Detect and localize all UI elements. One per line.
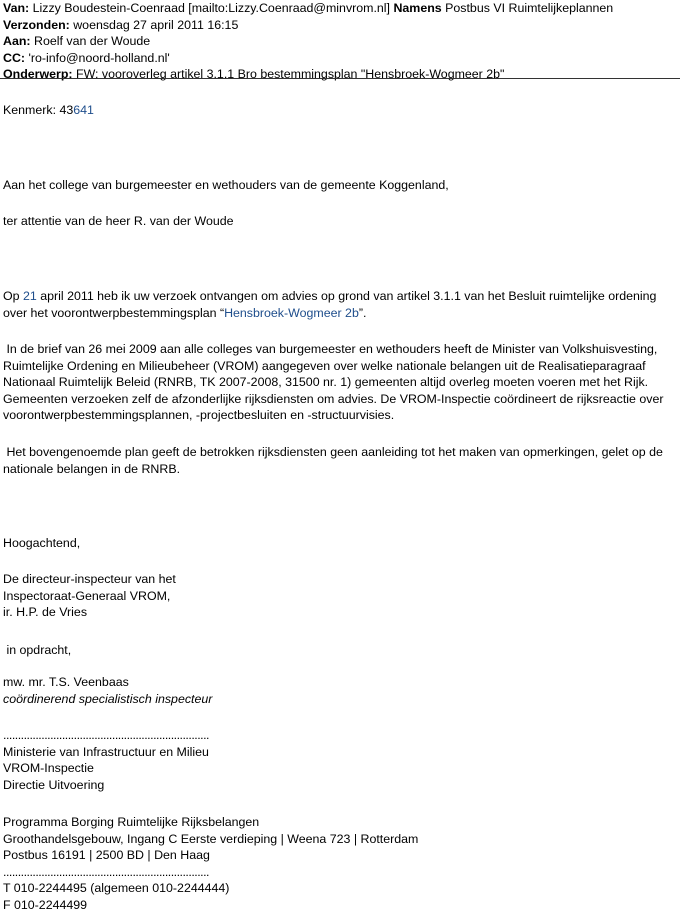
paragraph-line: Het bovengenoemde plan geeft de betrokken rijksdiensten geen aanleiding tot het maken van opmerkingen, gelet op de [3,444,675,461]
header-to [3,33,678,50]
reference-line [3,102,675,119]
plan-name: Hensbroek-Wogmeer 2b [224,306,359,320]
address-line: Groothandelsgebouw, Ingang C Eerste verdieping | Weena 723 | Rotterdam [3,831,675,848]
paragraph-line: voorontwerpbestemmingsplannen, -projectbesluiten en -structuurvisies. [3,407,675,424]
signature-block [3,571,675,621]
phone-line: T 010-2244495 (algemeen 010-2244444) [3,880,675,897]
header-from [3,0,678,17]
cc-label: CC: [3,51,25,65]
header-cc [3,50,678,67]
on-behalf-value: Postbus VI Ruimtelijkeplannen [445,1,613,15]
header-sent [3,17,678,34]
subject-value: FW: vooroverleg artikel 3.1.1 Bro bestemmingsplan "Hensbroek-Wogmeer 2b" [76,67,504,81]
cc-value: 'ro-info@noord-holland.nl' [28,51,169,65]
header-divider [0,78,680,79]
to-label: Aan: [3,34,31,48]
org-line: Directie Uitvoering [3,777,675,794]
signatory-title: coördinerend specialistisch inspecteur [3,691,675,708]
subject-label: Onderwerp: [3,67,73,81]
from-label: Van: [3,1,29,15]
paragraph-line: nationale belangen in de RNRB. [3,461,675,478]
programme-line: Programma Borging Ruimtelijke Rijksbelangen [3,814,675,831]
postal-line: Postbus 16191 | 2500 BD | Den Haag [3,847,675,864]
programme-block [3,814,675,913]
signature-line: Inspectoraat-Generaal VROM, [3,588,675,605]
header-subject [3,66,678,83]
signatory [3,674,675,707]
org-line: Ministerie van Infrastructuur en Milieu [3,744,675,761]
reference-label: Kenmerk: 43 [3,103,73,117]
from-value: Lizzy Boudestein-Coenraad [mailto:Lizzy.Coenraad@minvrom.nl] [33,1,390,15]
fax-line: F 010-2244499 [3,897,675,913]
org-line: VROM-Inspectie [3,760,675,777]
paragraph-line: Gemeenten verzoeken zelf de afzonderlijke rijksdiensten om advies. De VROM-Inspectie coördineert de rijksreactie over [3,391,675,408]
closing: Hoogachtend, [3,535,675,552]
organisation-block [3,727,675,793]
signature-line: De directeur-inspecteur van het [3,571,675,588]
text-run: april 2011 heb ik uw verzoek ontvangen om advies op grond van artikel 3.1.1 van het Besluit ruimtelijke ordening [37,289,657,303]
signatory-name: mw. mr. T.S. Veenbaas [3,674,675,691]
attention-line: ter attentie van de heer R. van der Woude [3,213,675,230]
to-value: Roelf van der Woude [34,34,150,48]
paragraph-request-line-1 [3,288,675,305]
sent-value: woensdag 27 april 2011 16:15 [73,18,238,32]
paragraph-line: Nationaal Ruimtelijk Beleid (RNRB, TK 2007-2008, 31500 nr. 1) gemeenten altijd overleg moeten voeren met het Rijk. [3,374,675,391]
request-day: 21 [23,289,37,303]
paragraph-request-line-2 [3,305,675,322]
dotted-separator: ...................................................................... [3,727,249,744]
paragraph-rnrb [3,341,675,424]
on-behalf-label: Namens [393,1,441,15]
salutation: Aan het college van burgemeester en wethouders van de gemeente Koggenland, [3,177,675,194]
on-behalf-note: in opdracht, [3,642,675,659]
text-run: Op [3,289,23,303]
text-run: ”. [359,306,367,320]
paragraph-conclusion [3,444,675,477]
sent-label: Verzonden: [3,18,70,32]
signature-line: ir. H.P. de Vries [3,604,675,621]
paragraph-line: In de brief van 26 mei 2009 aan alle colleges van burgemeester en wethouders heeft de Minister van Volkshuisvesting, [3,341,675,358]
paragraph-line: Ruimtelijke Ordening en Milieubeheer (VROM) aangegeven over welke nationale belangen uit de Realisatieparagraaf [3,358,675,375]
email-header [3,0,678,83]
text-run: over het voorontwerpbestemmingsplan “ [3,306,224,320]
paragraph-request [3,288,675,321]
reference-suffix: 641 [73,103,94,117]
dotted-separator: ...................................................................... [3,864,249,881]
